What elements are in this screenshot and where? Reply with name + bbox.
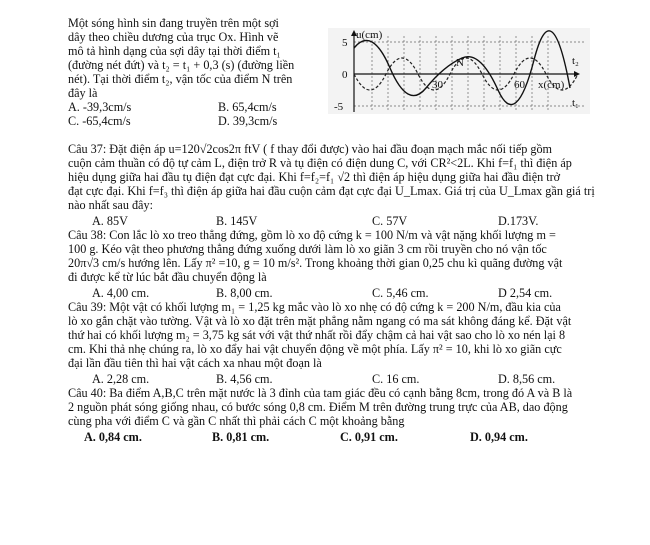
x-axis-label: x(cm) (538, 79, 565, 91)
q38-option-d: D 2,54 cm. (498, 286, 553, 300)
q40-option-c: C. 0,91 cm. (340, 430, 398, 444)
q37-option-a: A. 85V (92, 214, 128, 228)
q36-line-6: đây là (68, 86, 98, 100)
q38-line-4: đi được kể từ lúc bắt đầu chuyển động là (68, 270, 267, 284)
q36-option-a: A. -39,3cm/s (68, 100, 132, 114)
q40-option-b: B. 0,81 cm. (212, 430, 270, 444)
q39-option-a: A. 2,28 cm. (92, 372, 150, 386)
q39-option-b: B. 4,56 cm. (216, 372, 273, 386)
q38-option-c: C. 5,46 cm. (372, 286, 429, 300)
q36-line-2: dây theo chiều dương của trục Ox. Hình vẽ (68, 30, 279, 44)
q39-line-4: cm. Khi thả nhẹ chúng ra, lò xo đẩy hai vật chuyển động về một phía. Lấy π² = 10, khi lò xo giãn cực (68, 342, 562, 356)
curve-t2-label: t₂ (572, 55, 579, 67)
q37-option-d: D.173V. (498, 214, 539, 228)
q36-option-b: B. 65,4cm/s (218, 100, 277, 114)
q38-line-3: 20π√3 cm/s hướng lên. Lấy π² =10, g = 10 m/s². Trong khoảng thời gian 0,25 chu kì quãng đường vật (68, 256, 563, 270)
q40-line-2: 2 nguồn phát sóng giống nhau, có bước sóng 0,8 cm. Điểm M trên đường trung trực của AB, dao động (68, 400, 568, 414)
tick-30: 30 (432, 79, 443, 91)
q37-option-c: C. 57V (372, 214, 408, 228)
wave-figure (328, 28, 590, 114)
q36-option-d: D. 39,3cm/s (218, 114, 278, 128)
point-n-label: N (456, 57, 464, 69)
q36-line-3: mô tả hình dạng của sợi dây tại thời điểm t₁ (68, 44, 281, 58)
tick-neg5: -5 (334, 101, 344, 113)
q40-line-3: cùng pha với điểm C và gần C nhất thì phải cách C một khoảng bằng (68, 414, 405, 428)
tick-0: 0 (342, 69, 348, 81)
q37-line-5: nào nhất sau đây: (68, 198, 153, 212)
q40-option-d: D. 0,94 cm. (470, 430, 528, 444)
q39-option-c: C. 16 cm. (372, 372, 420, 386)
q36-line-5: nét). Tại thời điểm t₂, vận tốc của điểm N trên (68, 72, 293, 86)
tick-60: 60 (514, 79, 525, 91)
q37-option-b: B. 145V (216, 214, 258, 228)
q37-line-4: đạt cực đại. Khi f=f₃ thì điện áp giữa hai đầu cuộn cảm đạt cực đại U_Lmax. Giá trị của U_Lmax gần giá trị (68, 184, 595, 198)
q38-line-2: 100 g. Kéo vật theo phương thẳng đứng xuống dưới làm lò xo giãn 3 cm rồi truyền cho nó vận tốc (68, 242, 547, 256)
y-axis-label: u(cm) (356, 29, 383, 41)
q38-line-1: Câu 38: Con lắc lò xo treo thẳng đứng, gồm lò xo độ cứng k = 100 N/m và vật nặng khối lượng m = (68, 228, 556, 242)
q37-line-3: hiệu dụng giữa hai đầu tụ điện đạt cực đại. Khi f=f₂=f₁ √2 thì điện áp hiệu dụng giữa hai đầu điện trở (68, 170, 561, 184)
curve-t1-label: t₁ (572, 97, 579, 109)
q39-line-2: lò xo gắn chặt vào tường. Vật và lò xo đặt trên mặt phẳng nằm ngang có ma sát không đáng kể. Đặt vật (68, 314, 572, 328)
q39-option-d: D. 8,56 cm. (498, 372, 556, 386)
tick-5: 5 (342, 37, 348, 49)
q36-line-4: (đường nét đứt) và t₂ = t₁ + 0,3 (s) (đường liền (68, 58, 295, 72)
q39-line-3: thứ hai có khối lượng m₂ = 3,75 kg sát với vật thứ nhất rồi đẩy chậm cả hai vật sao cho lò xo nén lại 8 (68, 328, 566, 342)
q37-line-2: cuộn cảm thuần có độ tự cảm L, điện trở R và tụ điện có điện dung C, với CR²<2L. Khi f=f₁ thì điện áp (68, 156, 572, 170)
q40-line-1: Câu 40: Ba điểm A,B,C trên mặt nước là 3 đỉnh của tam giác đều có cạnh bằng 8cm, trong đó A và B là (68, 386, 573, 400)
q36-option-c: C. -65,4cm/s (68, 114, 131, 128)
q39-line-1: Câu 39: Một vật có khối lượng m₁ = 1,25 kg mắc vào lò xo nhẹ có độ cứng k = 200 N/m, đầu kia của (68, 300, 561, 314)
q38-option-b: B. 8,00 cm. (216, 286, 273, 300)
q37-line-1: Câu 37: Đặt điện áp u=120√2cos2π ftV ( f thay đổi được) vào hai đầu đoạn mạch mắc nối tiếp gồm (68, 142, 553, 156)
q36-line-1: Một sóng hình sin đang truyền trên một sợi (68, 16, 279, 30)
q40-option-a: A. 0,84 cm. (84, 430, 142, 444)
q38-option-a: A. 4,00 cm. (92, 286, 150, 300)
q39-line-5: đại lần đầu tiên thì hai vật cách xa nhau một đoạn là (68, 356, 322, 370)
